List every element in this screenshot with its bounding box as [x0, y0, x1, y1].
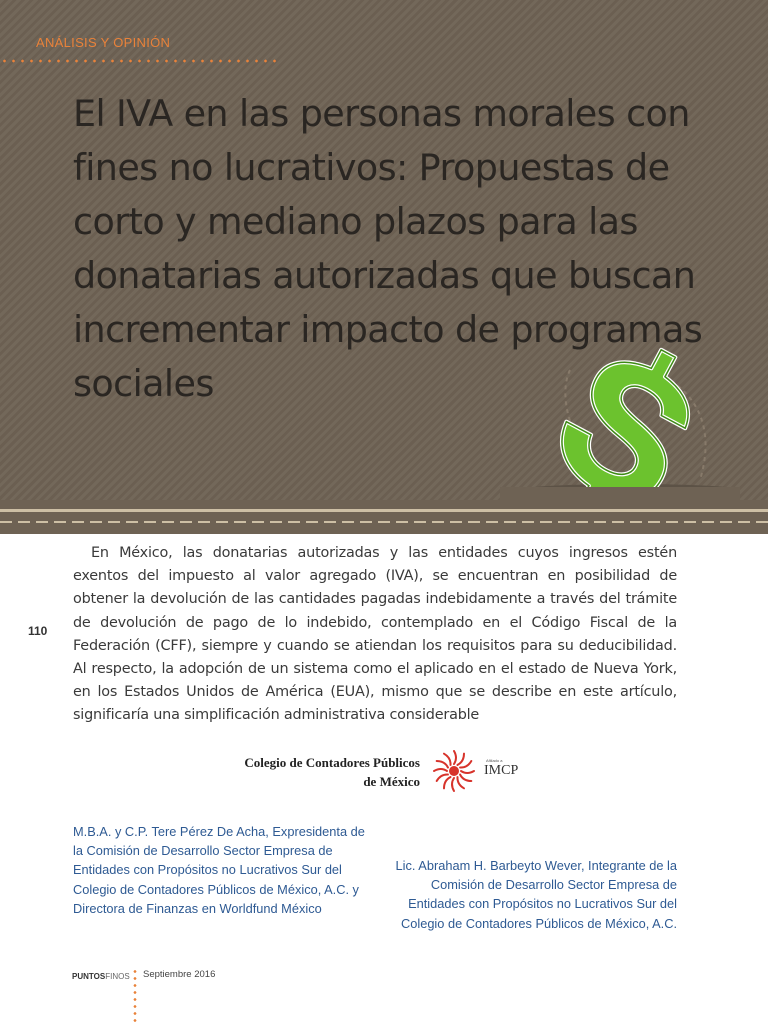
logo-line-1: Colegio de Contadores Públicos: [244, 755, 420, 770]
issue-date: Septiembre 2016: [143, 969, 216, 980]
author-credit-1: M.B.A. y C.P. Tere Pérez De Acha, Expresidenta de la Comisión de Desarrollo Sector Empresa de Entidades con Propósitos no Lucrativos Sur del Colegio de Contadores Públicos de México, A.C. y Directora de Finanzas en Worldfund México: [73, 824, 365, 916]
dotted-divider: [0, 59, 280, 63]
ccpm-logo: [226, 745, 536, 795]
page-number: 110: [28, 624, 48, 638]
imcp-abbreviation: IMCP: [484, 763, 519, 778]
section-label: ANÁLISIS Y OPINIÓN: [36, 35, 171, 50]
magazine-brand: [72, 972, 130, 981]
logo-line-2: de México: [363, 774, 420, 789]
footer-dotted-divider: [133, 968, 137, 1024]
brand-light: FINOS: [105, 972, 130, 981]
imcp-sunburst-icon: [430, 747, 478, 795]
author-credit-2: Lic. Abraham H. Barbeyto Wever, Integrante de la Comisión de Desarrollo Sector Empresa de Entidades con Propósitos no Lucrativos Sur del Colegio de Contadores Públicos de México, A.C.: [395, 858, 677, 931]
logo-affiliation-text: Afiliado a: [486, 758, 503, 763]
header-band-dashes: [0, 521, 768, 523]
logo-text: [244, 753, 420, 791]
article-title: El IVA en las personas morales con fines no lucrativos: Propuestas de corto y mediano plazos para las donatarias autorizadas que buscan incrementar impacto de programas sociales: [73, 92, 703, 405]
brand-bold: PUNTOS: [72, 972, 106, 981]
dollar-sign-icon: [500, 330, 740, 500]
article-header: [0, 0, 768, 500]
header-band: [0, 500, 768, 534]
article-lead-paragraph: En México, las donatarias autorizadas y las entidades cuyos ingresos estén exentos del impuesto al valor agregado (IVA), se encuentran en posibilidad de obtener la devolución de las cantidades pagadas indebidamente a través del trámite de devolución de pago de lo indebido, contemplado en el Código Fiscal de la Federación (CFF), siempre y cuando se atiendan los requisitos para su deducibilidad. Al respecto, la adopción de un sistema como el aplicado en el estado de Nueva York, en los Estados Unidos de América (EUA), mismo que se describe en este artículo, significaría una simplificación administrativa considerable: [73, 545, 677, 724]
header-band-line: [0, 509, 768, 512]
